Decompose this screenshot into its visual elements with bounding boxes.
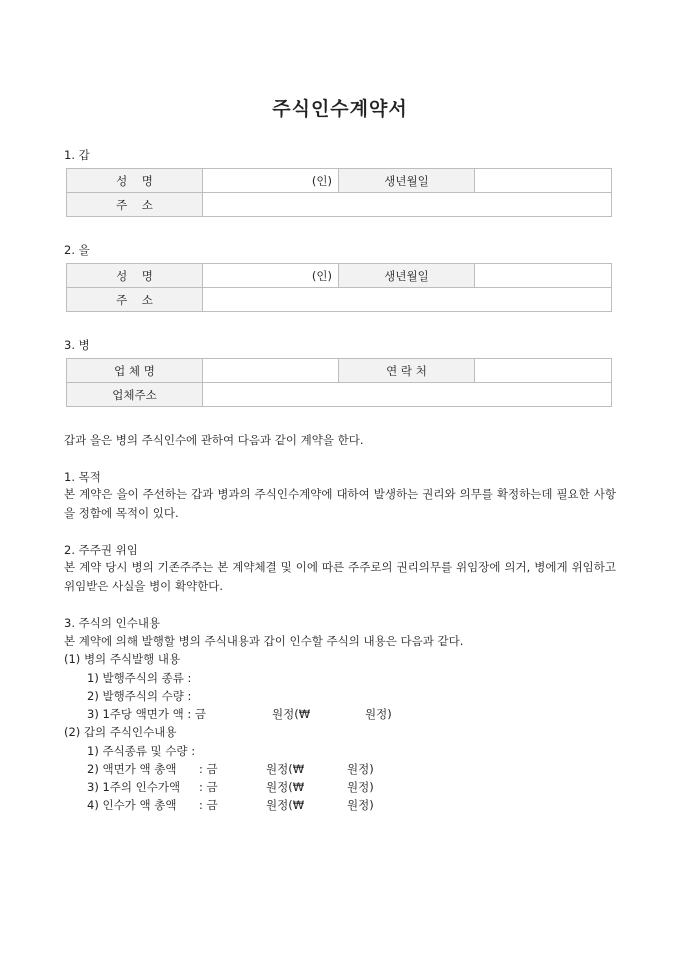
article-3-intro: 본 계약에 의해 발행할 병의 주식내용과 갑이 인수할 주식의 내용은 다음과 같다. xyxy=(64,634,464,648)
party-a-table xyxy=(66,168,612,217)
article-1-heading: 1. 목적 xyxy=(64,470,101,484)
sub-2-item-3-label: 3) 1주의 인수가액 xyxy=(87,780,181,794)
birth-field[interactable] xyxy=(475,264,612,288)
company-address-field[interactable] xyxy=(203,383,612,407)
sub-2-item-2-end: 원정) xyxy=(347,762,374,776)
sub-2-heading: (2) 갑의 주식인수내용 xyxy=(64,725,177,739)
company-name-field[interactable] xyxy=(203,359,339,383)
contact-label: 연 락 처 xyxy=(339,359,475,383)
sub-2-item-2-label: 2) 액면가 액 총액 xyxy=(87,762,177,776)
address-label: 주 소 xyxy=(67,288,203,312)
address-field[interactable] xyxy=(203,193,612,217)
birth-field[interactable] xyxy=(475,169,612,193)
party-c-table xyxy=(66,358,612,407)
intro-text: 갑과 을은 병의 주식인수에 관하여 다음과 같이 계약을 한다. xyxy=(64,433,364,447)
sub-1-item-3-end: 원정) xyxy=(365,707,392,721)
company-address-label: 업체주소 xyxy=(67,383,203,407)
birth-label: 생년월일 xyxy=(339,264,475,288)
sub-2-item-4-gold: : 금 xyxy=(199,798,218,812)
name-label: 성 명 xyxy=(67,169,203,193)
sub-2-item-3-gold: : 금 xyxy=(199,780,218,794)
birth-label: 생년월일 xyxy=(339,169,475,193)
sub-2-item-4-won: 원정(₩ xyxy=(266,798,305,812)
sub-1-item-1: 1) 발행주식의 종류 : xyxy=(87,671,192,685)
article-1-body: 본 계약은 을이 주선하는 갑과 병과의 주식인수계약에 대하여 발생하는 권리와 의무를 확정하는데 필요한 사항을 정함에 목적이 있다. xyxy=(64,487,616,520)
sub-2-item-3-won: 원정(₩ xyxy=(266,780,305,794)
party-b-table xyxy=(66,263,612,312)
sub-2-item-1: 1) 주식종류 및 수량 : xyxy=(87,744,196,758)
name-label: 성 명 xyxy=(67,264,203,288)
name-field[interactable] xyxy=(203,169,339,193)
document-title: 주식인수계약서 xyxy=(272,98,408,120)
party-c-heading: 3. 병 xyxy=(64,338,90,352)
sub-1-heading: (1) 병의 주식발행 내용 xyxy=(64,652,181,666)
sub-2-item-3-end: 원정) xyxy=(347,780,374,794)
sub-2-item-4-label: 4) 인수가 액 총액 xyxy=(87,798,177,812)
party-b-heading: 2. 을 xyxy=(64,243,90,257)
address-label: 주 소 xyxy=(67,193,203,217)
article-3-heading: 3. 주식의 인수내용 xyxy=(64,616,161,630)
sub-1-item-3-label: 3) 1주당 액면가 액 : 금 xyxy=(87,707,207,721)
article-2-body: 본 계약 당시 병의 기존주주는 본 계약체결 및 이에 따른 주주로의 권리의무를 위임장에 의거, 병에게 위임하고 위임받은 사실을 병이 확약한다. xyxy=(64,560,616,593)
seal-mark: (인) xyxy=(311,173,332,188)
contact-field[interactable] xyxy=(475,359,612,383)
sub-2-item-2-won: 원정(₩ xyxy=(266,762,305,776)
party-a-heading: 1. 갑 xyxy=(64,148,90,162)
name-field[interactable] xyxy=(203,264,339,288)
sub-2-item-4-end: 원정) xyxy=(347,798,374,812)
sub-1-item-3-won: 원정(₩ xyxy=(272,707,311,721)
sub-2-item-2-gold: : 금 xyxy=(199,762,218,776)
seal-mark: (인) xyxy=(311,268,332,283)
sub-1-item-2: 2) 발행주식의 수량 : xyxy=(87,689,192,703)
address-field[interactable] xyxy=(203,288,612,312)
company-name-label: 업 체 명 xyxy=(67,359,203,383)
article-2-heading: 2. 주주권 위임 xyxy=(64,543,138,557)
